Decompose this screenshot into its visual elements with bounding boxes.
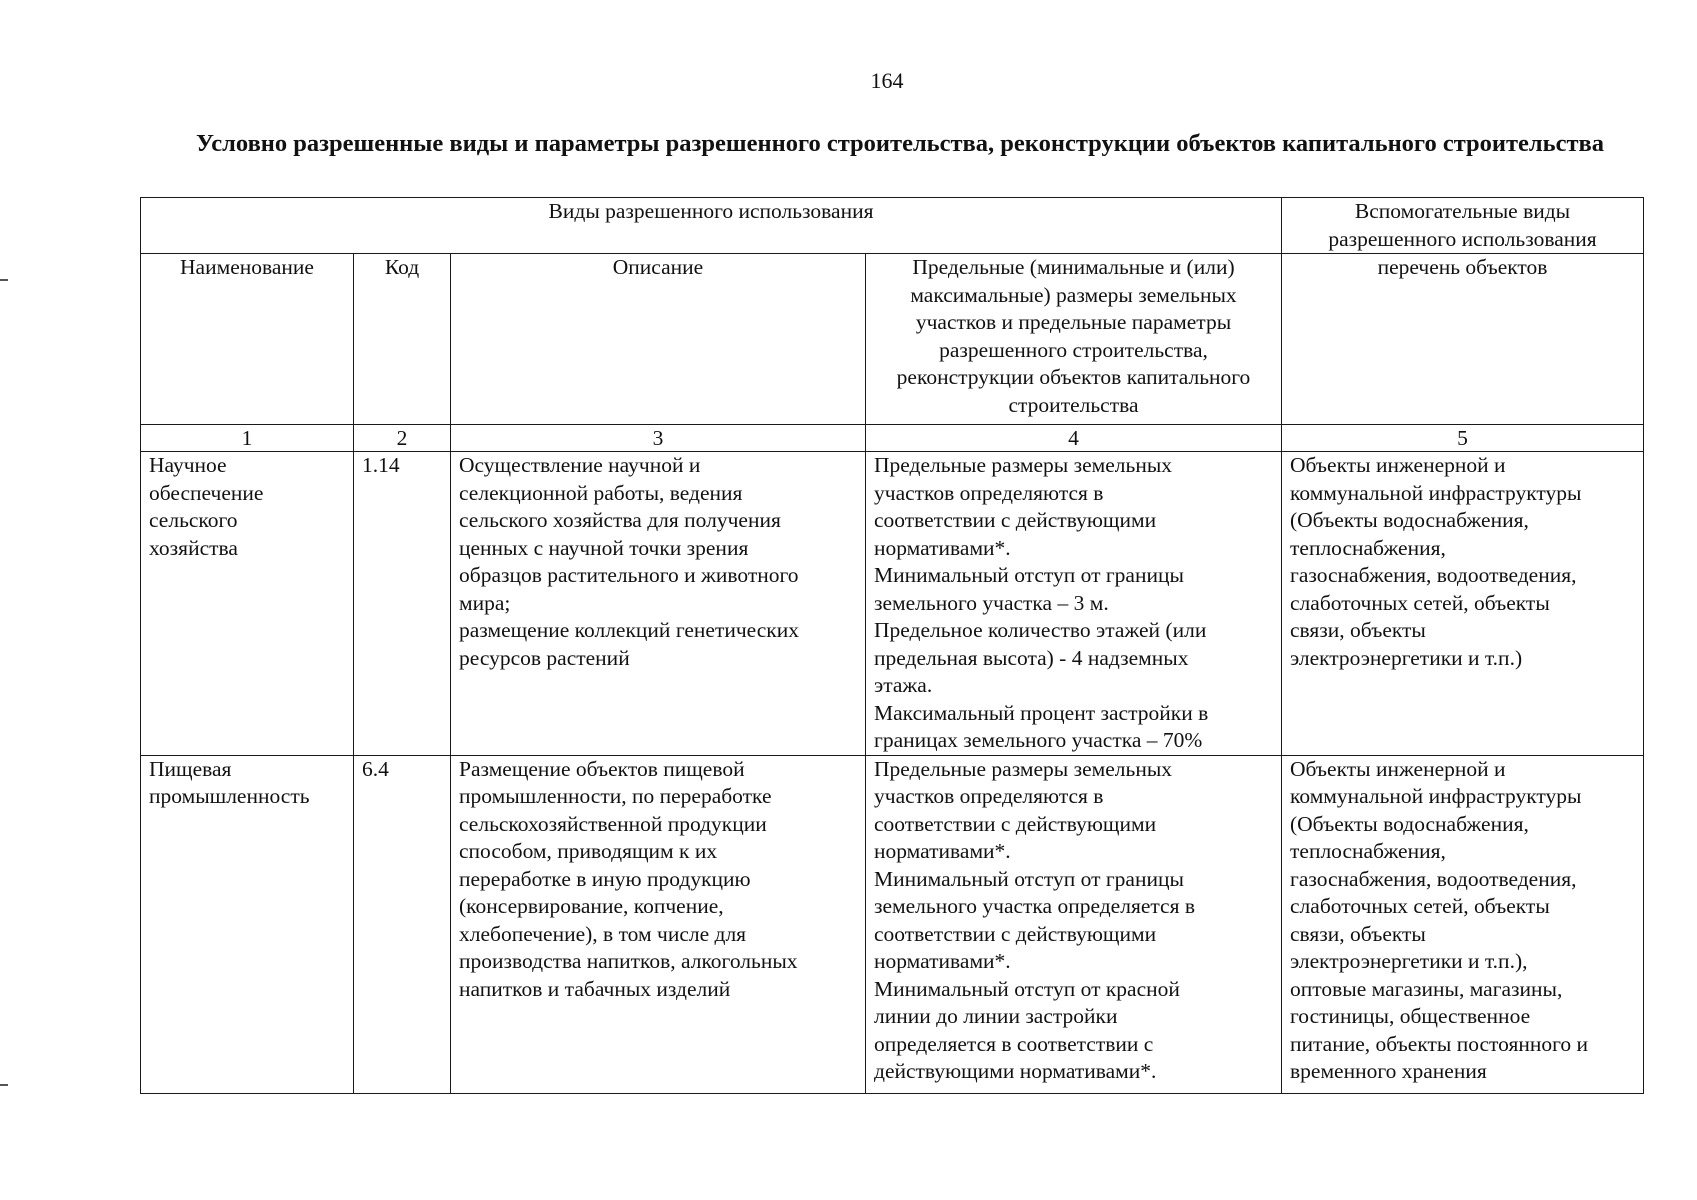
page-number: 164 <box>870 68 904 93</box>
table-row <box>141 452 1644 756</box>
column-header-limits-text: Предельные (минимальные и (или) максимальные) размеры земельных участков и предельные параметры разрешенного строительства, реконструкции объектов капитального строительства <box>896 255 1251 417</box>
group-header-auxiliary-text: Вспомогательные виды разрешенного использования <box>1328 199 1597 251</box>
column-header-objects-text: перечень объектов <box>1377 255 1548 279</box>
cell-name <box>141 755 354 1093</box>
column-header-name-text: Наименование <box>180 255 314 279</box>
column-header-name <box>141 254 354 425</box>
group-header-main-text: Виды разрешенного использования <box>548 199 874 223</box>
table-row <box>141 755 1644 1093</box>
column-header-row <box>141 254 1644 425</box>
column-header-objects <box>1282 254 1644 425</box>
cell-objects <box>1282 755 1644 1093</box>
cell-code-text: 1.14 <box>362 453 400 477</box>
cell-limits-text: Предельные размеры земельных участков определяются в соответствии с действующими нормативами*. Минимальный отступ от границы земельного участка – 3 м. Предельное количество этажей (или предельная высота) - 4 надземных этажа. Максимальный процент застройки в границах земельного участка – 70% <box>874 453 1209 752</box>
cell-objects-text: Объекты инженерной и коммунальной инфраструктуры (Объекты водоснабжения, теплоснабжения, газоснабжения, водоотведения, слаботочных сетей, объекты связи, объекты электроэнергетики и т.п.) <box>1290 453 1582 670</box>
cell-limits <box>866 755 1282 1093</box>
cell-code-text: 6.4 <box>362 756 389 781</box>
cell-description-text: Осуществление научной и селекционной работы, ведения сельского хозяйства для получения ценных с научной точки зрения образцов растительного и животного мира; размещение коллекций генетических ресурсов растений <box>459 453 799 670</box>
cell-description <box>451 452 866 756</box>
cell-name <box>141 452 354 756</box>
column-number: 1 <box>141 425 354 452</box>
cell-description <box>451 755 866 1093</box>
scan-margin-mark <box>0 1084 8 1086</box>
cell-objects-text: Объекты инженерной и коммунальной инфраструктуры (Объекты водоснабжения, теплоснабжения, газоснабжения, водоотведения, слаботочных сетей, объекты связи, объекты электроэнергетики и т.п.), оптовые магазины, магазины, гостиницы, общественное питание, объекты постоянного и временного хранения <box>1290 756 1589 1083</box>
column-header-code-text: Код <box>384 255 420 279</box>
column-number: 2 <box>354 425 451 452</box>
column-number-row <box>141 425 1644 452</box>
column-number: 4 <box>866 425 1282 452</box>
column-header-description <box>451 254 866 425</box>
column-header-description-text: Описание <box>612 255 704 279</box>
group-header-row <box>141 198 1644 254</box>
cell-description-text: Размещение объектов пищевой промышленности, по переработке сельскохозяйственной продукции способом, приводящим к их переработке в иную продукцию (консервирование, копчение, хлебопечение), в том числе для производства напитков, алкогольных напитков и табачных изделий <box>459 756 798 1001</box>
cell-code <box>354 452 451 756</box>
permitted-use-table-grid <box>140 197 1644 1094</box>
cell-name-text: Научное обеспечение сельского хозяйства <box>149 453 264 560</box>
cell-limits <box>866 452 1282 756</box>
scan-margin-mark <box>0 279 8 281</box>
group-header-auxiliary <box>1282 198 1644 254</box>
column-number: 3 <box>451 425 866 452</box>
column-header-limits <box>866 254 1282 425</box>
cell-objects <box>1282 452 1644 756</box>
column-number: 5 <box>1282 425 1644 452</box>
group-header-main <box>141 198 1282 254</box>
column-header-code <box>354 254 451 425</box>
permitted-use-table <box>140 197 1643 1094</box>
cell-limits-text: Предельные размеры земельных участков определяются в соответствии с действующими нормативами*. Минимальный отступ от границы земельного участка определяется в соответствии с действующими нормативами*. Минимальный отступ от красной линии до линии застройки определяется в соответствии с действующими нормативами*. <box>874 756 1195 1083</box>
cell-code <box>354 755 451 1093</box>
document-title: Условно разрешенные виды и параметры разрешенного строительства, реконструкции объектов капитального строительства <box>195 130 1605 157</box>
cell-name-text: Пищевая промышленность <box>149 756 310 808</box>
